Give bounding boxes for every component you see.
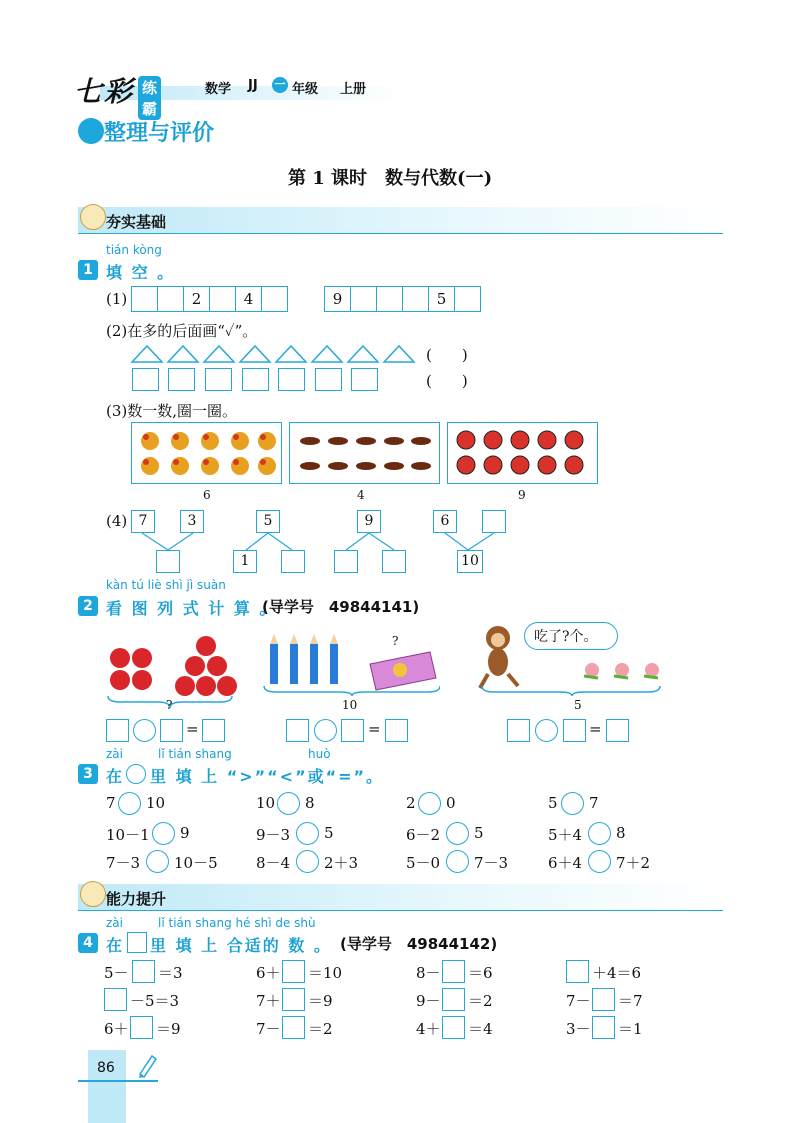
count-label-birds: 6 (203, 488, 211, 502)
brand-char-1: 七 (74, 75, 103, 108)
split-4-top-left (433, 510, 457, 533)
q3-compare-circle[interactable] (588, 822, 611, 845)
triangles-row (130, 342, 420, 364)
q1-sub4-label: (4) (106, 512, 128, 530)
seq-a-box[interactable] (209, 286, 236, 312)
split-2-top (256, 510, 280, 533)
q1-sub1-label: (1) (106, 290, 128, 308)
q3-right: 7＋2 (616, 854, 651, 872)
eq-3-box-a[interactable] (507, 719, 530, 742)
eq-3-equals: = (589, 720, 602, 738)
q3-left: 6＋4 (548, 854, 583, 872)
q4-after: ＝2 (308, 1020, 333, 1038)
q4-before: 6＋ (256, 964, 281, 982)
q3-compare-circle[interactable] (152, 822, 175, 845)
split-value: 10 (461, 553, 479, 569)
q4-after: ＝9 (156, 1020, 181, 1038)
seq-a-box[interactable] (131, 286, 158, 312)
q3-left: 10－1 (106, 826, 150, 844)
q4-before: 8－ (416, 964, 441, 982)
ladybug-icons (448, 423, 596, 481)
seq-b-value: 9 (332, 290, 343, 308)
seq-a-box (235, 286, 262, 312)
seq-b-box[interactable] (350, 286, 377, 312)
lesson-title: 第 1 课时 数与代数(一) (288, 168, 493, 189)
ladybugs-picture[interactable] (447, 422, 598, 484)
q3-number: 3 (78, 764, 98, 784)
split-2-bottom-left (233, 550, 257, 573)
seq-a-value: 2 (191, 290, 202, 308)
part1-title: 夯实基础 (106, 213, 167, 231)
pencils-picture (260, 630, 440, 696)
q3-left: 6－2 (406, 826, 441, 844)
q3-pinyin-2: lǐ tián shang (158, 747, 232, 761)
q3-title-circle-icon (126, 764, 146, 784)
seq-b-box[interactable] (376, 286, 403, 312)
q4-answer-box[interactable] (592, 988, 615, 1011)
q3-left: 2 (406, 794, 416, 812)
q4-answer-box[interactable] (130, 1016, 153, 1039)
split-4-bottom (457, 550, 483, 573)
eq-1-box-b[interactable] (160, 719, 183, 742)
eq-3-op-circle[interactable] (535, 719, 558, 742)
q1-sub2-label: (2)在多的后面画“✓”。 (106, 322, 258, 340)
eq-2-op-circle[interactable] (314, 719, 337, 742)
q3-title-b: 里 填 上 “>”“<”或“=”。 (150, 767, 385, 786)
q1-sub3-label: (3)数一数,圈一圈。 (106, 402, 238, 420)
q3-pinyin-3: huò (308, 747, 331, 761)
q3-right: 7 (589, 794, 599, 812)
triangle-shape (276, 346, 306, 362)
q4-answer-box[interactable] (282, 960, 305, 983)
q1-number: 1 (78, 260, 98, 280)
part1-banner (78, 207, 723, 234)
q3-compare-circle[interactable] (446, 822, 469, 845)
split-value: 3 (187, 513, 197, 529)
q4-pinyin-1: zài (106, 916, 123, 930)
triangle-shape (132, 346, 162, 362)
eq-3-box-c[interactable] (606, 719, 629, 742)
triangle-shape (384, 346, 414, 362)
count-label-ants: 4 (357, 488, 365, 502)
q4-before: 6＋ (104, 1020, 129, 1038)
eq-2-equals: = (368, 720, 381, 738)
square-shape (242, 368, 269, 391)
eq-1-box-a[interactable] (106, 719, 129, 742)
split-1-top-left (131, 510, 155, 533)
q3-right: 10 (146, 794, 166, 812)
q3-compare-circle[interactable] (561, 792, 584, 815)
split-1-bottom[interactable] (156, 550, 180, 573)
q4-before: 4＋ (416, 1020, 441, 1038)
q3-left: 10 (256, 794, 276, 812)
q4-answer-box[interactable] (442, 960, 465, 983)
split-2-bottom-right[interactable] (281, 550, 305, 573)
cartoon-kid-icon (80, 881, 106, 907)
split-value: 5 (263, 513, 273, 529)
split-value: 6 (440, 513, 450, 529)
q3-right: 8 (616, 824, 626, 842)
q4-after: ＋4＝6 (592, 964, 642, 982)
q4-answer-box[interactable] (592, 1016, 615, 1039)
speech-bubble-text: 吃了?个。 (534, 629, 598, 645)
seq-b-box (324, 286, 351, 312)
square-shape (351, 368, 378, 391)
birds-picture[interactable] (131, 422, 282, 484)
brand-char-2: 彩 (104, 75, 133, 108)
q3-left: 5 (548, 794, 558, 812)
square-shape (168, 368, 195, 391)
q3-title-a: 在 (106, 767, 125, 786)
ants-picture[interactable] (289, 422, 440, 484)
q3-compare-circle[interactable] (296, 822, 319, 845)
q4-after: ＝3 (158, 964, 183, 982)
triangle-shape (348, 346, 378, 362)
section-title: 整理与评价 (104, 121, 215, 146)
q1-pinyin: tián kòng (106, 243, 162, 257)
square-shape (132, 368, 159, 391)
q4-answer-box[interactable] (566, 960, 589, 983)
q4-before: 9－ (416, 992, 441, 1010)
cartoon-kid-icon (80, 204, 106, 230)
triangle-shape (204, 346, 234, 362)
eq-2-box-b[interactable] (341, 719, 364, 742)
q3-compare-circle[interactable] (296, 850, 319, 873)
q4-after: ＝6 (468, 964, 493, 982)
q4-answer-box[interactable] (282, 1016, 305, 1039)
triangle-shape (312, 346, 342, 362)
ant-icons (290, 423, 438, 481)
split-3-top (357, 510, 381, 533)
q3-left: 8－4 (256, 854, 291, 872)
q3-compare-circle[interactable] (146, 850, 169, 873)
square-shape (315, 368, 342, 391)
q3-right: 7－3 (474, 854, 509, 872)
q3-right: 9 (180, 824, 190, 842)
eq-2-box-c[interactable] (385, 719, 408, 742)
q4-before: 5－ (104, 964, 129, 982)
q4-after: ＝7 (618, 992, 643, 1010)
q3-right: 5 (474, 824, 484, 842)
header-grade-badge: 一 (272, 77, 288, 93)
seq-a-value: 4 (243, 290, 254, 308)
split-3-bottom-left[interactable] (334, 550, 358, 573)
q4-after: ＝1 (618, 1020, 643, 1038)
triangle-shape (240, 346, 270, 362)
q3-left: 7 (106, 794, 116, 812)
q2-label-3: 5 (574, 698, 582, 712)
q3-right: 10－5 (174, 854, 218, 872)
answer-paren-squares[interactable]: ( ) (426, 372, 468, 390)
q2-pinyin: kàn tú liè shì jì suàn (106, 578, 226, 592)
header-grade: 年级 (292, 82, 319, 97)
q1-title: 填 空 。 (106, 263, 176, 282)
seq-b-value: 5 (436, 290, 447, 308)
q3-right: 5 (324, 824, 334, 842)
q2-label-2: 10 (342, 698, 358, 712)
q4-before: 7－ (256, 1020, 281, 1038)
square-shape (205, 368, 232, 391)
q4-before: 7－ (566, 992, 591, 1010)
eq-1-box-c[interactable] (202, 719, 225, 742)
pencil-case-question: ? (392, 634, 399, 648)
seq-a-box (183, 286, 210, 312)
square-shape (278, 368, 305, 391)
answer-paren-triangles[interactable]: ( ) (426, 346, 468, 364)
q3-left: 5－0 (406, 854, 441, 872)
q4-answer-box[interactable] (104, 988, 127, 1011)
seq-a-box[interactable] (261, 286, 288, 312)
q4-after: ＝2 (468, 992, 493, 1010)
q2-title: 看 图 列 式 计 算 。 (106, 599, 278, 618)
q3-left: 5＋4 (548, 826, 583, 844)
q4-answer-box[interactable] (132, 960, 155, 983)
part2-banner (78, 884, 723, 911)
split-value: 7 (138, 513, 148, 529)
split-3-bottom-right[interactable] (382, 550, 406, 573)
q3-compare-circle[interactable] (277, 792, 300, 815)
header-volume: 上册 (340, 82, 367, 97)
pencil-icon (136, 1052, 158, 1078)
q2-number: 2 (78, 596, 98, 616)
q2-reference: (导学号 49844141) (262, 598, 420, 616)
q3-right: 2＋3 (324, 854, 359, 872)
split-value: 9 (364, 513, 374, 529)
q3-right: 0 (446, 794, 456, 812)
q3-pinyin-1: zài (106, 747, 123, 761)
q4-before: 7＋ (256, 992, 281, 1010)
count-label-ladybugs: 9 (518, 488, 526, 502)
eq-1-equals: = (186, 720, 199, 738)
q4-title-b: 里 填 上 合适的 数 。 (150, 936, 332, 955)
q4-after: ＝4 (468, 1020, 493, 1038)
split-4-top-right[interactable] (482, 510, 506, 533)
q4-answer-box[interactable] (442, 988, 465, 1011)
q3-right: 8 (305, 794, 315, 812)
section-dot (78, 118, 104, 144)
q3-compare-circle[interactable] (588, 850, 611, 873)
seq-a-box[interactable] (157, 286, 184, 312)
q3-left: 9－3 (256, 826, 291, 844)
split-1-top-right (180, 510, 204, 533)
q3-left: 7－3 (106, 854, 141, 872)
eq-2-box-a[interactable] (286, 719, 309, 742)
bird-icons (132, 423, 280, 481)
q4-reference: (导学号 49844142) (340, 935, 498, 953)
q4-title-box-icon (127, 932, 147, 953)
triangle-shape (168, 346, 198, 362)
footer-line (78, 1080, 158, 1082)
q4-before: 3－ (566, 1020, 591, 1038)
header-subject: 数学 (205, 82, 232, 97)
brand-tag: 练霸 (138, 76, 161, 120)
eq-3-box-b[interactable] (563, 719, 586, 742)
q4-number: 4 (78, 933, 98, 953)
eq-1-op-circle[interactable] (133, 719, 156, 742)
page-number: 86 (97, 1060, 115, 1076)
q4-after: ＝10 (308, 964, 343, 982)
q4-pinyin-2: lǐ tián shang hé shì de shù (158, 916, 316, 930)
seq-b-box (428, 286, 455, 312)
part2-title: 能力提升 (106, 890, 167, 908)
q4-answer-box[interactable] (442, 1016, 465, 1039)
q4-after: －5＝3 (130, 992, 180, 1010)
header-edition: JJ (248, 78, 258, 93)
split-value: 1 (240, 553, 250, 569)
seq-b-box[interactable] (402, 286, 429, 312)
q3-compare-circle[interactable] (118, 792, 141, 815)
q3-compare-circle[interactable] (446, 850, 469, 873)
seq-b-box[interactable] (454, 286, 481, 312)
q4-title-a: 在 (106, 936, 125, 955)
q4-answer-box[interactable] (282, 988, 305, 1011)
q2-label-1: ? (166, 698, 173, 712)
q3-compare-circle[interactable] (418, 792, 441, 815)
q4-after: ＝9 (308, 992, 333, 1010)
